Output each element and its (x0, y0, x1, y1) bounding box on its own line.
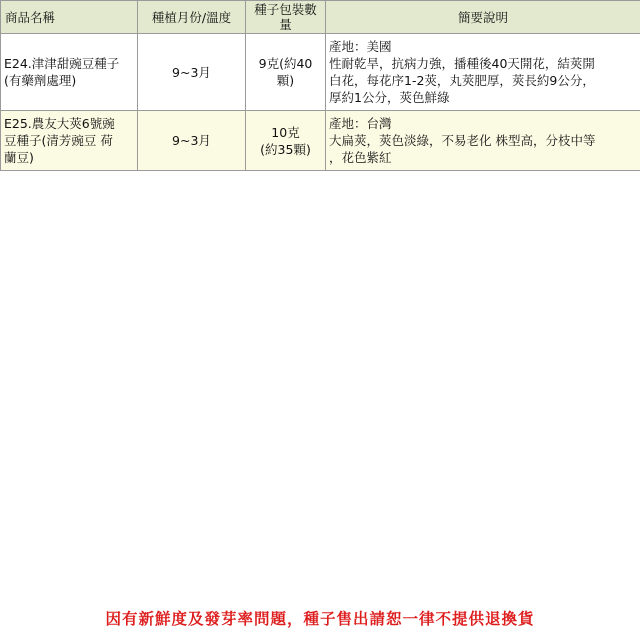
product-name-line: 蘭豆) (4, 150, 34, 165)
planting-months-cell: 9~3月 (138, 111, 246, 171)
description-line: 白花，每花序1-2莢，丸莢肥厚，莢長約9公分， (329, 73, 595, 88)
seed-table (0, 0, 640, 171)
description-line: 產地：台灣 (329, 116, 392, 131)
description-line: 產地：美國 (329, 39, 392, 54)
packaging-cell (246, 111, 326, 171)
packaging-cell (246, 34, 326, 111)
packaging-line: 9克(約40 (258, 56, 313, 71)
packaging-line: 10克 (271, 124, 300, 140)
description-cell (326, 34, 640, 111)
table-row (1, 111, 640, 171)
product-name-line: 豆種子(清芳豌豆 荷 (4, 133, 113, 148)
product-name-cell (1, 111, 138, 171)
description-cell (326, 111, 640, 171)
header-planting-months: 種植月份/溫度 (138, 1, 246, 34)
product-name-line: E24.津津甜豌豆種子 (4, 56, 120, 71)
description-line: ，花色紫紅 (329, 150, 392, 165)
product-name-line: (有藥劑處理) (4, 73, 77, 88)
product-name-line: E25.農友大莢6號豌 (4, 116, 115, 131)
header-description: 簡要說明 (326, 1, 640, 34)
table-header-row (1, 1, 640, 34)
description-line: 性耐乾旱，抗病力強，播種後40天開花，結莢開 (329, 56, 595, 71)
planting-months-cell: 9~3月 (138, 34, 246, 111)
header-packaging-line: 種子包裝數 (254, 2, 317, 17)
no-return-notice: 因有新鮮度及發芽率問題，種子售出請恕一律不提供退換貨 (105, 609, 535, 628)
header-packaging-line: 量 (279, 17, 292, 32)
description-line: 厚約1公分，莢色鮮綠 (329, 90, 450, 105)
header-packaging (246, 1, 326, 34)
packaging-line: (約35顆) (260, 141, 311, 157)
description-line: 大扁莢，莢色淡綠，不易老化 株型高，分枝中等 (329, 133, 596, 148)
packaging-line: 顆) (276, 73, 295, 88)
product-name-cell (1, 34, 138, 111)
table-row (1, 34, 640, 111)
header-product-name: 商品名稱 (1, 1, 138, 34)
